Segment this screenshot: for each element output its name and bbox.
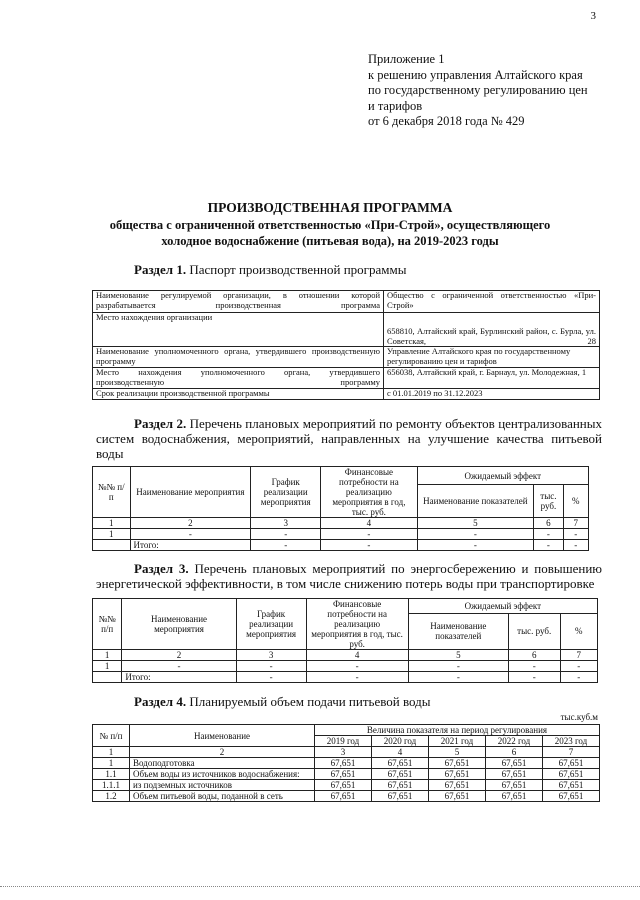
table-cell: - [563,529,588,540]
table-cell: - [251,540,321,551]
col-number: 6 [508,650,560,661]
table-cell: 67,651 [486,769,543,780]
col-header-pct: % [560,613,597,649]
row-name: из подземных источников [130,780,315,791]
appendix-line: Приложение 1 [368,52,445,66]
table-cell: 67,651 [315,791,372,802]
section2-title-line: систем водоснабжения, мероприятий, направленных на улучшение качества питьевой [96,431,602,446]
row-number: 1.2 [93,791,130,802]
section3-title-line: энергетической эффективности, в том числе снижению потерь воды при транспортировке [96,576,595,591]
table-cell: - [417,529,534,540]
col-number: 5 [417,518,534,529]
subtitle-line: холодное водоснабжение (питьевая вода), на 2019-2023 годы [161,234,499,248]
col-header-schedule: График реализации мероприятия [236,599,306,650]
table-cell: - [236,672,306,683]
col-number: 2 [130,518,251,529]
table-cell: 67,651 [543,791,600,802]
table-cell: - [306,661,408,672]
subtitle-line: общества с ограниченной ответственностью «При-Строй», осуществляющего [109,218,551,232]
section1-label: Раздел 1. [134,262,187,277]
table-row [93,529,589,540]
col-number: 2 [122,650,236,661]
table-row [93,758,600,769]
year-header: 2020 год [372,736,429,747]
col-number: 3 [315,747,372,758]
row-name: Водоподготовка [130,758,315,769]
passport-table [92,290,600,400]
col-header-schedule: График реализации мероприятия [251,467,321,518]
table-cell: 67,651 [315,758,372,769]
appendix-line: и тарифов [368,98,423,113]
section1-title: Паспорт производственной программы [189,262,407,277]
table-cell: 67,651 [543,769,600,780]
document-subtitle [80,217,580,249]
section2-title-line: воды [96,446,124,461]
col-header-num: №№ п/п [93,467,131,518]
year-header: 2022 год [486,736,543,747]
col-header-indicator: Наименование показателей [417,485,534,518]
appendix-line: по государственному регулированию цен [368,83,588,97]
table-row [93,780,600,791]
section3-heading [96,561,602,591]
passport-value-cell: Управление Алтайского края по государственному регулированию цен и тарифов [384,347,600,368]
section4-table [92,724,600,802]
section4-heading [134,694,431,709]
col-number: 2 [130,747,315,758]
passport-value-cell: 656038, Алтайский край, г. Барнаул, ул. Молодежная, 1 [384,368,600,389]
row-number: 1.1 [93,769,130,780]
col-header-rub: тыс. руб. [534,485,563,518]
table-cell: 67,651 [429,769,486,780]
col-header-effect: Ожидаемый эффект [417,467,588,485]
passport-name-cell: Наименование уполномоченного органа, утвердившего производственную программу [93,347,384,368]
appendix-line: к решению управления Алтайского края [368,67,583,82]
passport-name-cell: Срок реализации производственной программы [93,389,384,400]
unit-label: тыс.куб.м [560,712,598,722]
total-row [93,672,598,683]
col-header-rub: тыс. руб. [508,613,560,649]
table-cell: - [560,672,597,683]
section1-heading [134,262,406,277]
table-cell: - [321,540,417,551]
col-header-finance: Финансовые потребности на реализацию мероприятия в год, тыс. руб. [306,599,408,650]
section4-title: Планируемый объем подачи питьевой воды [189,694,431,709]
page-number: 3 [590,10,596,22]
table-cell: 67,651 [486,758,543,769]
col-number: 3 [236,650,306,661]
section3-title-line: Перечень плановых мероприятий по энергосбережению и повышению [194,561,602,576]
col-header-num: № п/п [93,725,130,747]
col-header-num: №№ п/п [93,599,122,650]
table-cell: 1 [93,529,131,540]
table-cell: 67,651 [372,780,429,791]
page-bottom-rule [0,886,640,887]
col-header-effect: Ожидаемый эффект [408,599,597,614]
passport-name-cell: Место нахождения уполномоченного органа, утвердившего производственную программу [93,368,384,389]
table-row [93,791,600,802]
table-cell: - [408,661,508,672]
table-cell: 67,651 [372,758,429,769]
appendix-line: от 6 декабря 2018 года № 429 [368,114,525,128]
passport-name-cell: Место нахождения организации [93,313,384,347]
col-header-indicator: Наименование показателей [408,613,508,649]
table-cell: - [508,672,560,683]
table-row [93,769,600,780]
table-cell: 67,651 [543,780,600,791]
table-cell: - [534,529,563,540]
table-cell: 67,651 [315,769,372,780]
appendix-block [368,52,618,130]
table-cell: - [306,672,408,683]
col-header-finance: Финансовые потребности на реализацию мероприятия в год, тыс. руб. [321,467,417,518]
passport-name-cell: Наименование регулируемой организации, в отношении которой разрабатывается производственная программа [93,291,384,313]
table-cell: - [408,672,508,683]
col-number: 6 [534,518,563,529]
col-header-name: Наименование мероприятия [122,599,236,650]
col-number: 1 [93,650,122,661]
table-cell: - [251,529,321,540]
section3-label: Раздел 3. [134,561,189,576]
col-header-pct: % [563,485,588,518]
section2-table [92,466,589,551]
section4-label: Раздел 4. [134,694,187,709]
table-cell: 67,651 [372,791,429,802]
section2-title-line: Перечень плановых мероприятий по ремонту объектов централизованных [189,416,602,431]
document-title: ПРОИЗВОДСТВЕННАЯ ПРОГРАММА [207,200,453,215]
col-number: 4 [321,518,417,529]
table-cell: - [563,540,588,551]
table-cell: - [236,661,306,672]
col-number: 5 [429,747,486,758]
table-cell: 67,651 [486,791,543,802]
table-cell: 67,651 [429,758,486,769]
col-number: 1 [93,518,131,529]
col-number: 7 [543,747,600,758]
passport-value-cell: с 01.01.2019 по 31.12.2023 [384,389,600,400]
table-cell: - [130,529,251,540]
table-cell: - [534,540,563,551]
section2-label: Раздел 2. [134,416,187,431]
passport-value-cell: Общество с ограниченной ответственностью «При-Строй» [384,291,600,313]
passport-value-cell: 658810, Алтайский край, Бурлинский район, с. Бурла, ул. Советская, 28 [384,313,600,347]
row-number: 1 [93,758,130,769]
table-cell: 67,651 [543,758,600,769]
section3-table [92,598,598,683]
row-name: Объем питьевой воды, поданной в сеть [130,791,315,802]
table-cell: 67,651 [429,791,486,802]
col-number: 1 [93,747,130,758]
row-number: 1.1.1 [93,780,130,791]
table-cell: - [321,529,417,540]
table-cell: - [560,661,597,672]
col-number: 4 [306,650,408,661]
table-cell: - [417,540,534,551]
total-row [93,540,589,551]
table-cell: 67,651 [372,769,429,780]
row-name: Объем воды из источников водоснабжения: [130,769,315,780]
table-cell: - [508,661,560,672]
table-cell: - [122,661,236,672]
table-cell: 67,651 [315,780,372,791]
col-number: 6 [486,747,543,758]
total-label: Итого: [122,672,236,683]
year-header: 2023 год [543,736,600,747]
section2-heading [96,416,602,461]
col-header-period: Величина показателя на период регулирования [315,725,600,736]
total-label: Итого: [130,540,251,551]
table-cell: 67,651 [486,780,543,791]
col-number: 4 [372,747,429,758]
year-header: 2019 год [315,736,372,747]
col-number: 7 [560,650,597,661]
col-number: 3 [251,518,321,529]
col-header-name: Наименование мероприятия [130,467,251,518]
col-header-name: Наименование [130,725,315,747]
col-number: 7 [563,518,588,529]
table-cell: 1 [93,661,122,672]
table-row [93,661,598,672]
col-number: 5 [408,650,508,661]
year-header: 2021 год [429,736,486,747]
table-cell: 67,651 [429,780,486,791]
